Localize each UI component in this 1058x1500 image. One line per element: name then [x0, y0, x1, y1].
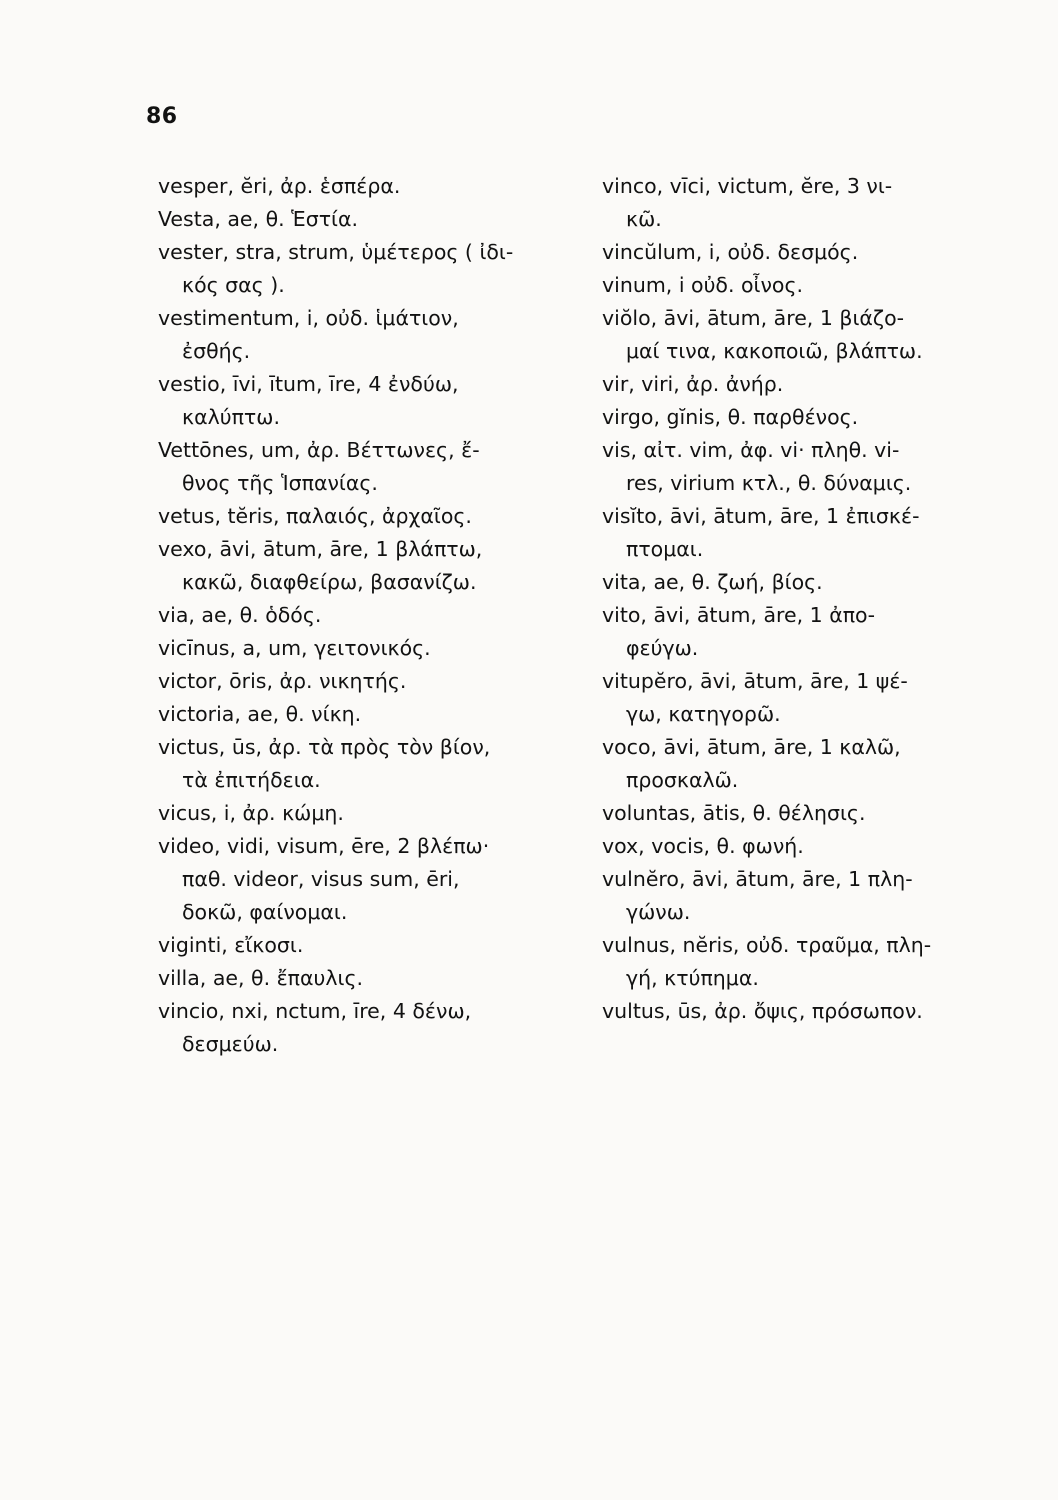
entry-continuation: ἐσθής.: [182, 339, 251, 363]
dictionary-entry: [158, 797, 578, 830]
entry-continuation: κῶ.: [626, 207, 662, 231]
entry-headline: voluntas, ātis, θ. θέλησις.: [602, 801, 866, 825]
entry-headline: vester, stra, strum, ὑμέτερος ( ἰδι-: [158, 240, 514, 264]
dictionary-entry: [158, 995, 578, 1061]
dictionary-entry: [602, 368, 1042, 401]
entry-headline: vicus, i, ἀρ. κώμη.: [158, 801, 344, 825]
dictionary-entry: [602, 566, 1042, 599]
dictionary-entry: [158, 665, 578, 698]
dictionary-entry: [602, 929, 1042, 995]
dictionary-entry: [158, 962, 578, 995]
entry-headline: viŏlo, āvi, ātum, āre, 1 βιάζο-: [602, 306, 905, 330]
dictionary-entry: [602, 434, 1042, 500]
right-column: [602, 170, 1042, 1028]
dictionary-entry: [602, 500, 1042, 566]
dictionary-entry: [602, 269, 1042, 302]
dictionary-entry: [158, 170, 578, 203]
entry-headline: viginti, εἴκοσι.: [158, 933, 304, 957]
entry-headline: vulnus, nĕris, οὐδ. τραῦμα, πλη-: [602, 933, 932, 957]
entry-headline: victus, ūs, ἀρ. τὰ πρὸς τὸν βίον,: [158, 735, 491, 759]
entry-headline: Vettōnes, um, ἀρ. Βέττωνες, ἔ-: [158, 438, 480, 462]
dictionary-entry: [602, 236, 1042, 269]
entry-headline: via, ae, θ. ὁδός.: [158, 603, 322, 627]
dictionary-entry: [602, 995, 1042, 1028]
dictionary-entry: [158, 368, 578, 434]
entry-headline: vetus, tĕris, παλαιός, ἀρχαῖος.: [158, 504, 472, 528]
entry-continuation: παθ. videor, visus sum, ēri,: [182, 867, 460, 891]
entry-headline: vicīnus, a, um, γειτονικός.: [158, 636, 431, 660]
entry-continuation: δοκῶ, φαίνομαι.: [182, 900, 348, 924]
entry-headline: vitupĕro, āvi, ātum, āre, 1 ψέ-: [602, 669, 908, 693]
entry-headline: vincio, nxi, nctum, īre, 4 δένω,: [158, 999, 472, 1023]
dictionary-entry: [602, 665, 1042, 731]
entry-headline: video, vidi, visum, ēre, 2 βλέπω·: [158, 834, 490, 858]
entry-continuation: φεύγω.: [626, 636, 699, 660]
entry-headline: vito, āvi, ātum, āre, 1 ἀπο-: [602, 603, 875, 627]
dictionary-entry: [158, 203, 578, 236]
dictionary-entry: [602, 599, 1042, 665]
entry-headline: vis, αἰτ. vim, ἀφ. vi· πληθ. vi-: [602, 438, 900, 462]
dictionary-entry: [158, 236, 578, 302]
entry-headline: victor, ōris, ἀρ. νικητής.: [158, 669, 407, 693]
dictionary-entry: [158, 929, 578, 962]
dictionary-entry: [158, 302, 578, 368]
entry-headline: villa, ae, θ. ἔπαυλις.: [158, 966, 364, 990]
dictionary-entry: [158, 632, 578, 665]
entry-continuation: δεσμεύω.: [182, 1032, 279, 1056]
entry-headline: vulnĕro, āvi, ātum, āre, 1 πλη-: [602, 867, 913, 891]
dictionary-entry: [158, 830, 578, 929]
dictionary-entry: [158, 698, 578, 731]
entry-continuation: μαί τινα, κακοποιῶ, βλάπτω.: [626, 339, 923, 363]
entry-continuation: γώνω.: [626, 900, 691, 924]
dictionary-entry: [158, 731, 578, 797]
entry-continuation: καλύπτω.: [182, 405, 280, 429]
entry-headline: Vesta, ae, θ. Ἑστία.: [158, 207, 359, 231]
entry-headline: vestio, īvi, ītum, īre, 4 ἐνδύω,: [158, 372, 459, 396]
entry-headline: virgo, gĭnis, θ. παρθένος.: [602, 405, 859, 429]
dictionary-entry: [158, 434, 578, 500]
entry-continuation: τὰ ἐπιτήδεια.: [182, 768, 321, 792]
entry-continuation: res, virium κτλ., θ. δύναμις.: [626, 471, 912, 495]
dictionary-entry: [602, 731, 1042, 797]
entry-headline: vinco, vīci, victum, ĕre, 3 νι-: [602, 174, 893, 198]
dictionary-entry: [602, 830, 1042, 863]
left-column: [158, 170, 578, 1061]
entry-headline: vultus, ūs, ἀρ. ὄψις, πρόσωπον.: [602, 999, 923, 1023]
entry-continuation: προσκαλῶ.: [626, 768, 739, 792]
entry-continuation: κός σας ).: [182, 273, 285, 297]
dictionary-entry: [602, 302, 1042, 368]
entry-continuation: θνος τῆς Ἱσπανίας.: [182, 471, 378, 495]
entry-headline: vincŭlum, i, οὐδ. δεσμός.: [602, 240, 859, 264]
entry-headline: vinum, i οὐδ. οἶνος.: [602, 273, 804, 297]
entry-headline: victoria, ae, θ. νίκη.: [158, 702, 362, 726]
page-number: 86: [146, 104, 178, 129]
entry-headline: voco, āvi, ātum, āre, 1 καλῶ,: [602, 735, 901, 759]
entry-headline: vexo, āvi, ātum, āre, 1 βλάπτω,: [158, 537, 483, 561]
dictionary-entry: [158, 533, 578, 599]
entry-headline: vestimentum, i, οὐδ. ἱμάτιον,: [158, 306, 459, 330]
entry-headline: vir, viri, ἀρ. ἀνήρ.: [602, 372, 784, 396]
dictionary-entry: [602, 863, 1042, 929]
entry-continuation: γή, κτύπημα.: [626, 966, 759, 990]
entry-headline: vesper, ĕri, ἀρ. ἑσπέρα.: [158, 174, 401, 198]
entry-continuation: κακῶ, διαφθείρω, βασανίζω.: [182, 570, 477, 594]
entry-headline: vita, ae, θ. ζωή, βίος.: [602, 570, 823, 594]
dictionary-entry: [158, 500, 578, 533]
entry-continuation: πτομαι.: [626, 537, 704, 561]
dictionary-entry: [602, 401, 1042, 434]
dictionary-entry: [602, 170, 1042, 236]
dictionary-entry: [158, 599, 578, 632]
dictionary-entry: [602, 797, 1042, 830]
entry-headline: visĭto, āvi, ātum, āre, 1 ἐπισκέ-: [602, 504, 920, 528]
entry-headline: vox, vocis, θ. φωνή.: [602, 834, 804, 858]
entry-continuation: γω, κατηγορῶ.: [626, 702, 781, 726]
